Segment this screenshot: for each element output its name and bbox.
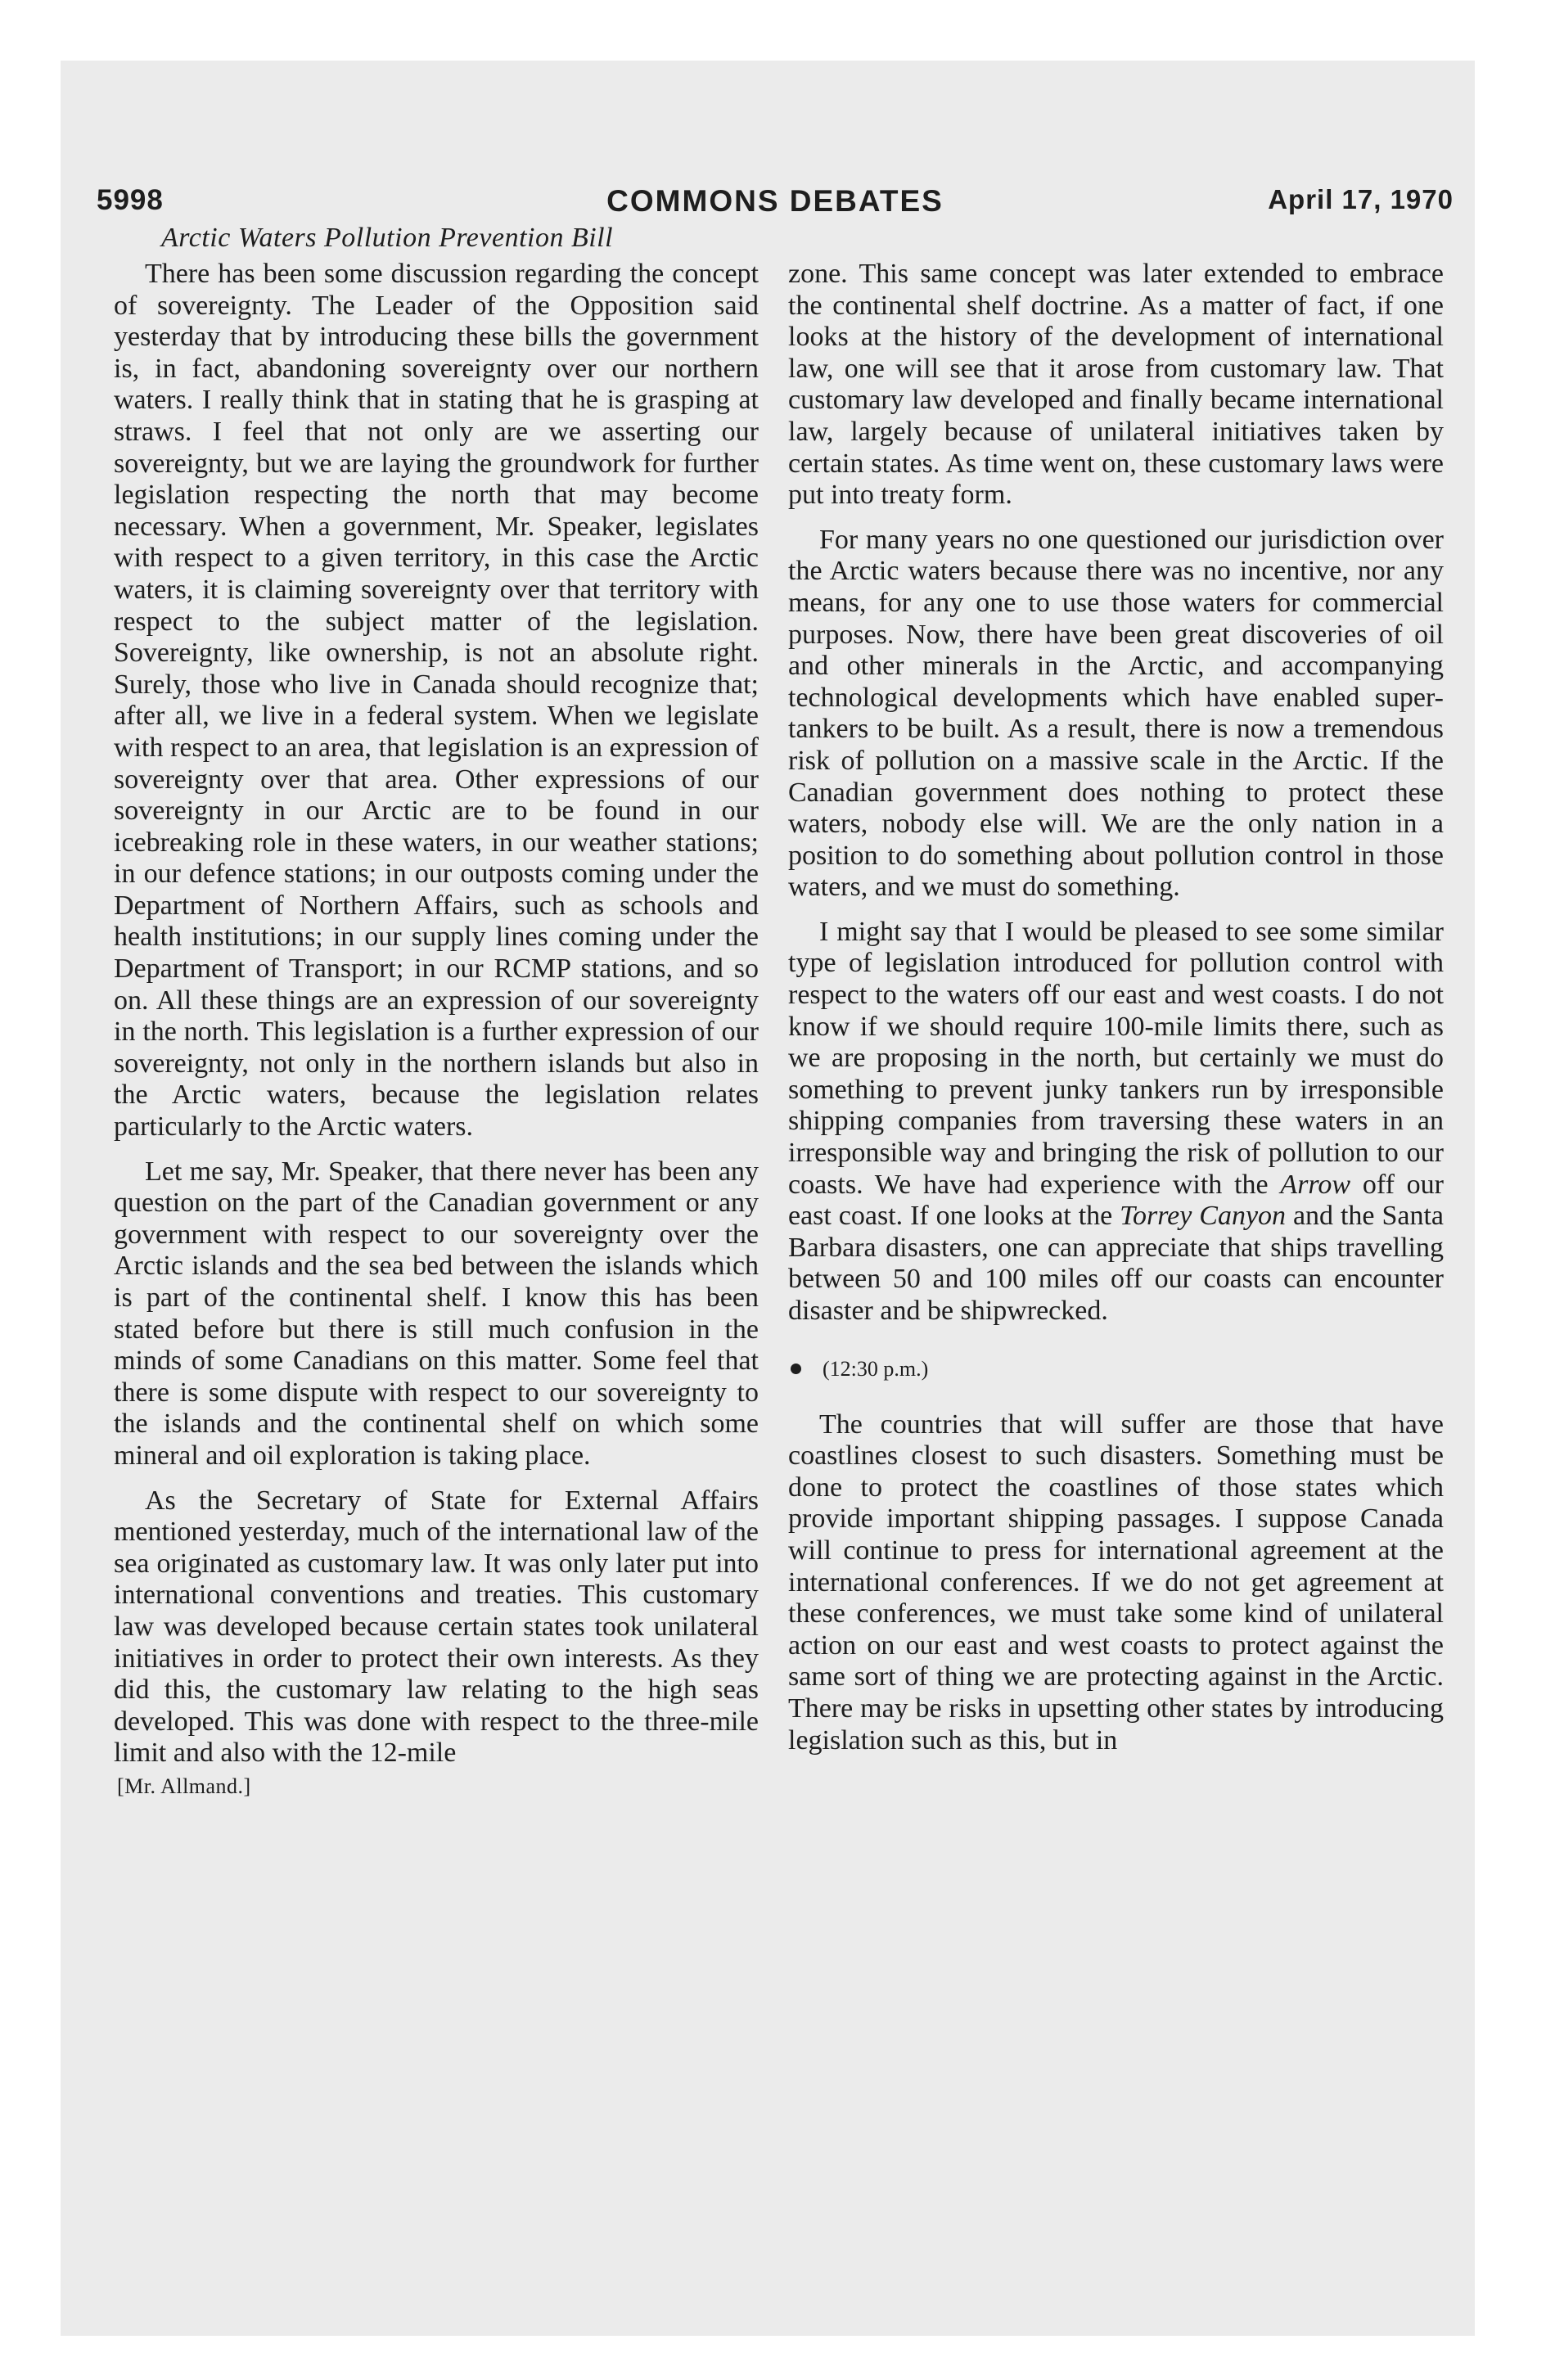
subject-heading: Arctic Waters Pollution Prevention Bill <box>161 223 614 253</box>
ship-name-torrey-canyon: Torrey Canyon <box>1120 1201 1287 1232</box>
time-marker-text: (12:30 p.m.) <box>823 1356 929 1381</box>
page-number: 5998 <box>97 184 164 216</box>
left-column <box>114 259 759 1799</box>
paragraph-coastlines: The countries that will suffer are those that have coastlines closest to such disasters. Something must be done to protect the coastlines of those states which provide important shipping passages. I suppose Canada will continue to press for international agreement at the international conferences. If we do not get agreement at these conferences, we must take some kind of unilateral action on our east and west coasts to protect against the same sort of thing we are protecting against in the Arctic. There may be risks in upsetting other states by introducing legislation such as this, but in <box>788 1409 1444 1756</box>
time-marker <box>788 1357 1444 1382</box>
paragraph-text: and the Santa Barbara disasters, one can appreciate that ships travelling between 50 and 100 miles off our coasts can encounter disaster and be shipwrecked. <box>788 1201 1444 1326</box>
bullet-icon <box>791 1364 801 1374</box>
publication-date: April 17, 1970 <box>1268 184 1454 214</box>
paragraph-text: I might say that I would be pleased to see some similar type of legislation introduced for pollution control with respect to the waters off our east and west coasts. I do not know if we should require 100-mile limits there, such as we are proposing in the north, but certainly we must do something to prevent junky tankers run by irresponsible shipping companies from traversing these waters in an irresponsible way and bringing the risk of pollution to our coasts. We have had experience with the <box>788 916 1444 1200</box>
paragraph-east-west-coasts <box>788 917 1444 1327</box>
running-title: COMMONS DEBATES <box>606 184 944 218</box>
paragraph-text: off our east coast. If one looks at the <box>788 1169 1445 1232</box>
right-column <box>788 259 1444 1769</box>
speaker-reference: [Mr. Allmand.] <box>117 1774 251 1798</box>
paragraph-jurisdiction: For many years no one questioned our jurisdiction over the Arctic waters because there was no incentive, nor any means, for any one to use those waters for commercial purposes. Now, there have been great discoveries of oil and other minerals in the Arctic, and accompanying technological developments which have enabled super-tankers to be built. As a result, there is now a tremendous risk of pollution on a massive scale in the Arctic. If the Canadian government does nothing to protect these waters, nobody else will. We are the only nation in a position to do something about pollution control in those waters, and we must do something. <box>788 524 1444 903</box>
ship-name-arrow: Arrow <box>1280 1169 1351 1200</box>
paragraph-continued: zone. This same concept was later extended to embrace the continental shelf doctrine. As a matter of fact, if one looks at the history of the development of international law, one will see that it arose from customary law. That customary law developed and finally became international law, largely because of unilateral initiatives taken by certain states. As time went on, these customary laws were put into treaty form. <box>788 259 1444 511</box>
paragraph-law-of-sea: As the Secretary of State for External Affairs mentioned yesterday, much of the international law of the sea originated as customary law. It was only later put into international conventions and treaties. This customary law was developed because certain states took unilateral initiatives in order to protect their own interests. As they did this, the customary law relating to the high seas developed. This was done with respect to the three-mile limit and also with the 12-mile <box>114 1485 759 1769</box>
paragraph-sovereignty: There has been some discussion regarding the concept of sovereignty. The Leader of the Opposition said yesterday that by introducing these bills the government is, in fact, abandoning sovereignty over our northern waters. I really think that in stating that he is grasping at straws. I feel that not only are we asserting our sovereignty, but we are laying the groundwork for further legislation respecting the north that may become necessary. When a government, Mr. Speaker, legislates with respect to a given territory, in this case the Arctic waters, it is claiming sovereignty over that territory with respect to the subject matter of the legislation. Sovereignty, like ownership, is not an absolute right. Surely, those who live in Canada should recognize that; after all, we live in a federal system. When we legislate with respect to an area, that legislation is an expression of sovereignty over that area. Other expressions of our sovereignty in our Arctic are to be found in our icebreaking role in these waters, in our weather stations; in our defence stations; in our outposts coming under the Department of Northern Affairs, such as schools and health institutions; in our supply lines coming under the Department of Transport; in our RCMP stations, and so on. All these things are an expression of our sovereignty in the north. This legislation is a further expression of our sovereignty, not only in the northern islands but also in the Arctic waters, because the legislation relates particularly to the Arctic waters. <box>114 259 759 1143</box>
paragraph-arctic-islands: Let me say, Mr. Speaker, that there never has been any question on the part of the Canadian government or any government with respect to our sovereignty over the Arctic islands and the sea bed between the islands which is part of the continental shelf. I know this has been stated before but there is still much confusion in the minds of some Canadians on this matter. Some feel that there is some dispute with respect to our sovereignty to the islands and the continental shelf on which some mineral and oil exploration is taking place. <box>114 1156 759 1471</box>
